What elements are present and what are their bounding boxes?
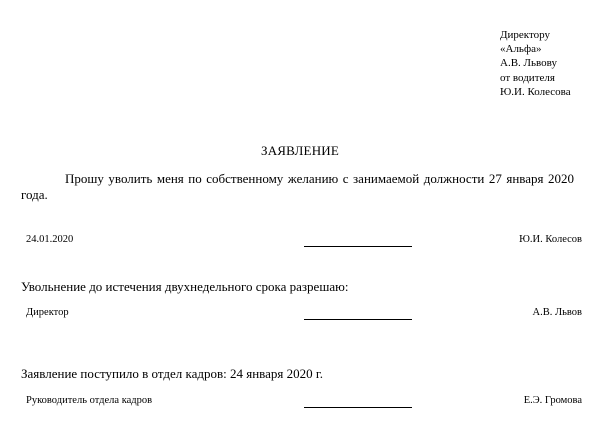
hr-name: Е.Э. Громова [523,395,582,406]
employee-name: Ю.И. Колесов [519,234,582,245]
director-signature-line [304,319,412,320]
hr-received-text: Заявление поступило в отдел кадров: 24 января 2020 г. [21,366,324,381]
hr-position: Руководитель отдела кадров [26,395,153,406]
addressee-line-3: А.В. Львову [500,57,557,70]
addressee-line-5: Ю.И. Колесова [500,85,571,98]
addressee-line-1: Директору [500,29,550,41]
request-text: Прошу уволить меня по собственному желанию с занимаемой должности 27 января 2020 года. [21,171,574,202]
director-name: А.В. Львов [532,307,582,318]
document-title: ЗАЯВЛЕНИЕ [260,143,340,158]
addressee-block [500,28,571,99]
hr-signature-line [304,407,412,408]
director-position: Директор [26,307,69,318]
addressee-line-4: от водителя [500,71,555,84]
employee-signature-line [304,246,412,247]
approval-text: Увольнение до истечения двухнедельного срока разрешаю: [21,279,349,294]
addressee-line-2: «Альфа» [500,43,542,56]
request-date: 24.01.2020 [26,234,74,245]
